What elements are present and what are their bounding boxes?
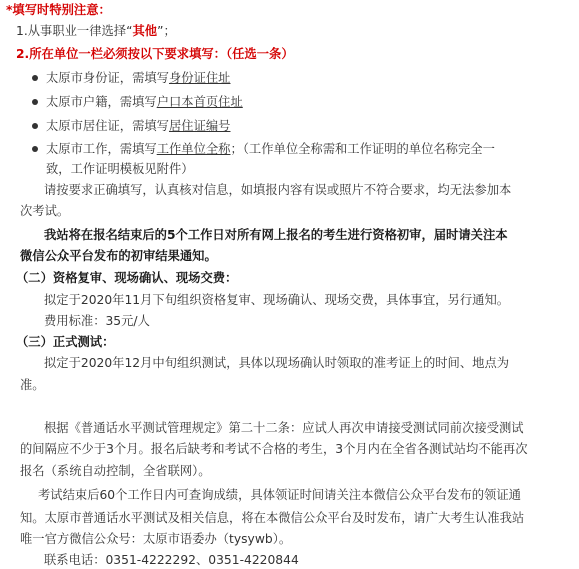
results-paragraph: 唯一官方微信公众号：太原市语委办（tysywb）。 [20, 532, 292, 546]
section-3-text: 准。 [20, 378, 45, 392]
bullet-underlined: 居住证编号 [168, 119, 231, 133]
bullet-item [32, 141, 495, 157]
notice-item-2: 2.所在单位一栏必须按以下要求填写：（任选一条） [16, 47, 294, 61]
item1-prefix: 1.从事职业一律选择“ [16, 24, 133, 38]
rules-paragraph: 的间隔应不少于3个月。报名后缺考和考试不合格的考生，3个月内在全省各测试站均不能再次 [20, 442, 528, 456]
bullet-item [32, 70, 230, 86]
results-paragraph: 知。太原市普通话水平测试及相关信息，将在本微信公众平台及时发布，请广大考生认准我站 [20, 511, 525, 525]
section-2-text: 拟定于2020年11月下旬组织资格复审、现场确认、现场交费，具体事宜，另行通知。 [44, 293, 510, 307]
bullet-underlined: 工作单位全称 [156, 142, 231, 156]
results-paragraph: 考试结束后60个工作日内可查询成绩，具体领证时间请关注本微信公众平台发布的领证通 [38, 488, 521, 502]
section-3-text: 拟定于2020年12月中旬组织测试，具体以现场确认时领取的准考证上的时间、地点为 [44, 356, 510, 370]
bullet-icon [32, 146, 38, 152]
bullet-icon [32, 123, 38, 129]
section-2-heading: （二）资格复审、现场确认、现场交费： [16, 271, 238, 285]
contact-phone: 联系电话：0351-4222292、0351-4220844 [44, 553, 299, 567]
bullet-text: 太原市身份证，需填写 [46, 71, 169, 85]
bullet-text: 太原市工作，需填写 [46, 142, 157, 156]
bullet-underlined: 身份证住址 [168, 71, 231, 85]
review-notice: 微信公众平台发布的初审结果通知。 [20, 249, 217, 263]
section-3-heading: （三）正式测试： [16, 335, 115, 349]
bullet-icon [32, 75, 38, 81]
bullet-item [32, 94, 243, 110]
bullet-text: 太原市居住证，需填写 [46, 119, 169, 133]
fee-standard: 费用标准：35元/人 [44, 314, 150, 328]
review-notice: 我站将在报名结束后的5个工作日对所有网上报名的考生进行资格初审，届时请关注本 [44, 228, 508, 242]
notice-item-1 [16, 23, 176, 39]
item1-suffix: ”； [157, 24, 176, 38]
item1-highlight: 其他 [132, 24, 158, 38]
bullet-continuation: 致，工作证明模板见附件） [46, 162, 194, 176]
bullet-text-tail: ；（工作单位全称需和工作证明的单位名称完全一 [230, 142, 495, 156]
rules-paragraph: 报名（系统自动控制，全省联网）。 [20, 464, 211, 478]
bullet-icon [32, 99, 38, 105]
warning-line: 请按要求正确填写，认真核对信息，如填报内容有误或照片不符合要求，均无法参加本 [44, 183, 512, 197]
warning-line: 次考试。 [20, 204, 70, 218]
bullet-item [32, 118, 230, 134]
rules-paragraph: 根据《普通话水平测试管理规定》第二十二条：应试人再次申请接受测试同前次接受测试 [44, 421, 524, 435]
bullet-underlined: 户口本首页住址 [156, 95, 243, 109]
bullet-text: 太原市户籍，需填写 [46, 95, 157, 109]
notice-title: *填写时特别注意： [6, 3, 111, 17]
